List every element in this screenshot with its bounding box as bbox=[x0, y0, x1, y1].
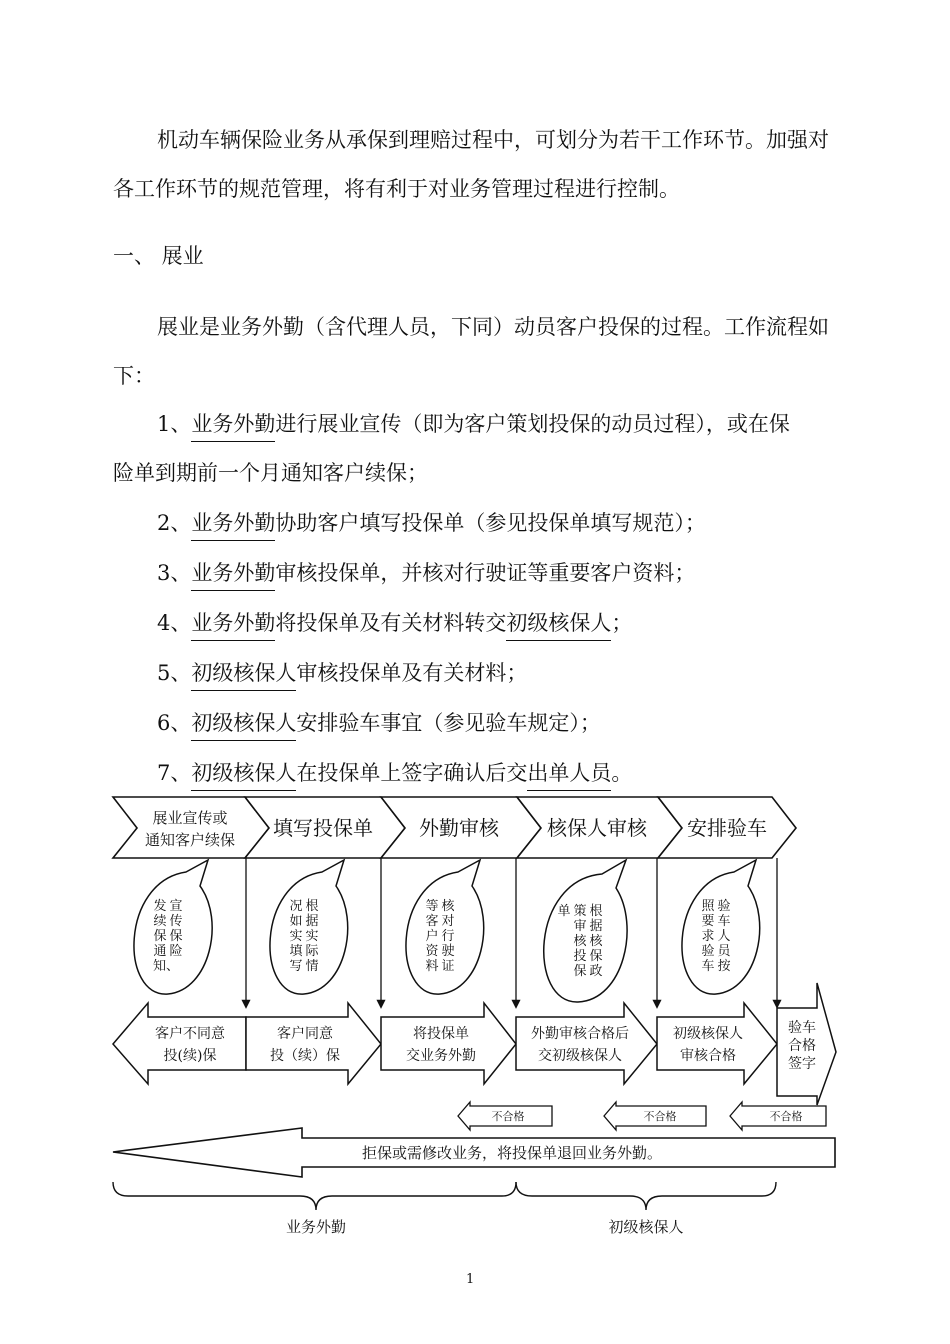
bubble-3-column-1: 核对行驶证 bbox=[441, 899, 455, 974]
bubble-4-column-3: 单 bbox=[557, 904, 571, 919]
step-2: 2、业务外勤协助客户填写投保单（参见投保单填写规范）； bbox=[157, 508, 706, 541]
mid-label-2b: 投（续）保 bbox=[270, 1048, 340, 1064]
bubble-1-column-2: 发续保通知、 bbox=[153, 899, 180, 974]
bubble-2-column-2: 况如实填写 bbox=[289, 899, 303, 974]
bubble-5-column-2: 照要求验车 bbox=[701, 899, 715, 974]
group-label-underwriter: 初级核保人 bbox=[608, 1218, 684, 1236]
section-heading: 一、 展业 bbox=[113, 244, 204, 268]
mid-label-6c: 签字 bbox=[788, 1056, 816, 1072]
bubble-3-column-2: 等客户资料 bbox=[425, 899, 439, 974]
bubble-4-column-2: 策审核投保 bbox=[573, 904, 587, 979]
stage-label-3: 外勤审核 bbox=[419, 816, 499, 840]
stage-label-2: 填写投保单 bbox=[273, 816, 373, 840]
mid-label-2a: 客户同意 bbox=[277, 1026, 333, 1042]
mid-arrow-2 bbox=[246, 1003, 381, 1084]
return-arrow-label: 拒保或需修改业务，将投保单退回业务外勤。 bbox=[361, 1144, 663, 1162]
mid-arrow-4 bbox=[516, 1003, 657, 1084]
stage-label-5: 安排验车 bbox=[687, 816, 767, 840]
bubble-5-column-1: 验车人员按 bbox=[717, 899, 731, 974]
step-3: 3、业务外勤审核投保单，并核对行驶证等重要客户资料； bbox=[157, 558, 695, 591]
step-6: 6、初级核保人安排验车事宜（参见验车规定）； bbox=[157, 708, 601, 741]
step-4: 4、业务外勤将投保单及有关材料转交初级核保人； bbox=[157, 608, 632, 641]
mid-label-5a: 初级核保人 bbox=[673, 1026, 743, 1042]
stage-label-1b: 通知客户续保 bbox=[144, 831, 236, 849]
mid-label-5b: 审核合格 bbox=[680, 1048, 736, 1064]
step-7: 7、初级核保人在投保单上签字确认后交出单人员。 bbox=[157, 758, 632, 791]
page-number: 1 bbox=[466, 1272, 475, 1287]
mid-arrow-5 bbox=[657, 1003, 777, 1084]
mid-label-3b: 交业务外勤 bbox=[406, 1048, 476, 1064]
step-1: 1、业务外勤进行展业宣传（即为客户策划投保的动员过程），或在保 bbox=[157, 409, 790, 442]
mid-label-4a: 外勤审核合格后 bbox=[531, 1026, 629, 1042]
brace-underwriter bbox=[516, 1182, 776, 1210]
mid-label-6a: 验车 bbox=[788, 1020, 816, 1036]
mid-label-4b: 交初级核保人 bbox=[538, 1048, 622, 1064]
step-1-continued: 险单到期前一个月通知客户续保； bbox=[113, 461, 428, 485]
section-description: 展业是业务外勤（含代理人员，下同）动员客户投保的过程。工作流程如下： bbox=[113, 315, 829, 388]
stage-label-1a: 展业宣传或 bbox=[152, 809, 228, 827]
intro-paragraph: 机动车辆保险业务从承保到理赔过程中，可划分为若干工作环节。加强对各工作环节的规范管理，将有利于对业务管理过程进行控制。 bbox=[113, 128, 829, 201]
mid-label-1a: 客户不同意 bbox=[155, 1026, 225, 1042]
stage-label-4: 核保人审核 bbox=[547, 816, 647, 840]
bubble-4-column-1: 根据核保政 bbox=[589, 904, 603, 979]
mid-arrow-3 bbox=[381, 1003, 516, 1084]
bubble-1-column-1: 宣传保险 bbox=[169, 899, 183, 959]
step-5: 5、初级核保人审核投保单及有关材料； bbox=[157, 658, 527, 691]
bubble-2-column-1: 根据实际情 bbox=[305, 899, 319, 974]
group-label-outside: 业务外勤 bbox=[285, 1218, 347, 1236]
mid-label-3a: 将投保单 bbox=[413, 1026, 469, 1042]
mid-label-1b: 投(续)保 bbox=[163, 1048, 217, 1064]
fail-label-1: 不合格 bbox=[491, 1110, 525, 1123]
mid-label-6b: 合格 bbox=[788, 1038, 816, 1054]
brace-outside bbox=[113, 1182, 516, 1210]
fail-label-2: 不合格 bbox=[643, 1110, 677, 1123]
fail-label-3: 不合格 bbox=[769, 1110, 803, 1123]
mid-arrow-left bbox=[113, 1003, 246, 1084]
